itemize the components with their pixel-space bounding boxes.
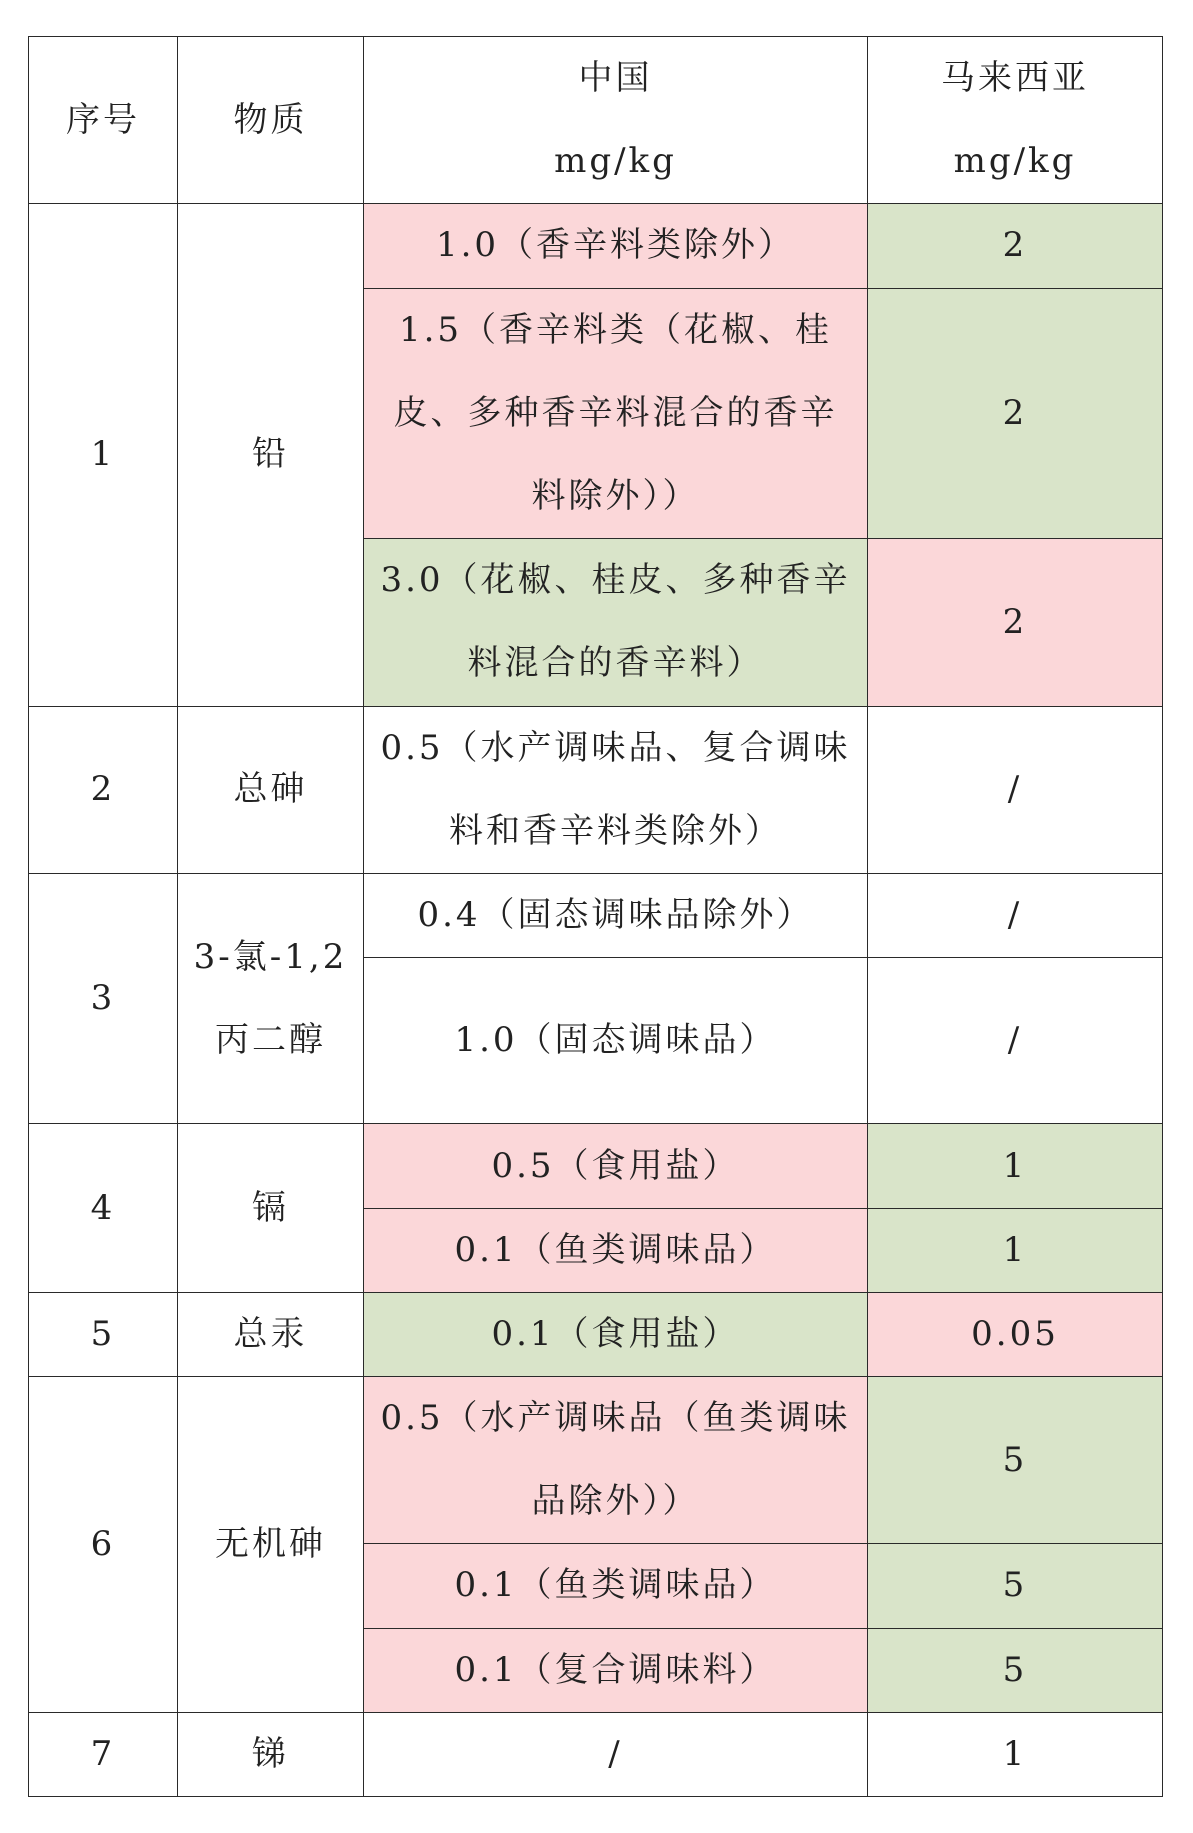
malaysia-limit-cell: 1 [868, 1712, 1163, 1796]
substance-cell: 镉 [178, 1124, 364, 1292]
header-row [29, 37, 1163, 204]
header-china [364, 37, 868, 204]
china-limit-cell: 0.5（水产调味品、复合调味料和香辛料类除外） [364, 706, 868, 873]
header-malaysia-label: 马来西亚 [941, 58, 1089, 99]
malaysia-limit-cell: 2 [868, 204, 1163, 288]
china-limit-cell: 1.0（香辛料类除外） [364, 204, 868, 288]
malaysia-limit-cell: / [868, 873, 1163, 957]
malaysia-limit-cell: 0.05 [868, 1292, 1163, 1376]
malaysia-limit-cell: / [868, 706, 1163, 873]
china-limit-cell: 0.5（水产调味品（鱼类调味品除外）） [364, 1377, 868, 1544]
header-substance [178, 37, 364, 204]
header-malaysia-unit: mg/kg [953, 141, 1077, 182]
limits-table [28, 36, 1163, 1797]
substance-cell: 3-氯-1,2丙二醇 [178, 873, 364, 1124]
malaysia-limit-cell: 5 [868, 1377, 1163, 1544]
china-limit-cell: 1.5（香辛料类（花椒、桂皮、多种香辛料混合的香辛料除外）） [364, 288, 868, 539]
index-cell: 7 [29, 1712, 178, 1796]
index-cell: 6 [29, 1377, 178, 1713]
china-limit-cell: 0.1（复合调味料） [364, 1628, 868, 1712]
substance-cell: 总砷 [178, 706, 364, 873]
header-substance-label: 物质 [233, 99, 308, 140]
header-china-label: 中国 [578, 58, 653, 99]
malaysia-limit-cell: 5 [868, 1544, 1163, 1628]
index-cell: 4 [29, 1124, 178, 1292]
china-limit-cell: 1.0（固态调味品） [364, 958, 868, 1124]
header-index [29, 37, 178, 204]
malaysia-limit-cell: 1 [868, 1124, 1163, 1208]
china-limit-cell: 0.5（食用盐） [364, 1124, 868, 1208]
table-row [29, 873, 1163, 957]
index-cell: 1 [29, 204, 178, 706]
index-cell: 5 [29, 1292, 178, 1376]
china-limit-cell: 0.1（鱼类调味品） [364, 1544, 868, 1628]
malaysia-limit-cell: 2 [868, 288, 1163, 539]
substance-cell: 锑 [178, 1712, 364, 1796]
malaysia-limit-cell: 1 [868, 1208, 1163, 1292]
table-row [29, 1712, 1163, 1796]
table-row [29, 1124, 1163, 1208]
index-cell: 3 [29, 873, 178, 1124]
header-malaysia [868, 37, 1163, 204]
china-limit-cell: 0.4（固态调味品除外） [364, 873, 868, 957]
table-row [29, 1377, 1163, 1544]
china-limit-cell: / [364, 1712, 868, 1796]
table-row [29, 706, 1163, 873]
substance-cell: 铅 [178, 204, 364, 706]
header-china-unit: mg/kg [554, 141, 677, 182]
table-body [29, 37, 1163, 1797]
index-cell: 2 [29, 706, 178, 873]
substance-cell: 无机砷 [178, 1377, 364, 1713]
malaysia-limit-cell: 2 [868, 539, 1163, 706]
substance-cell: 总汞 [178, 1292, 364, 1376]
malaysia-limit-cell: 5 [868, 1628, 1163, 1712]
china-limit-cell: 0.1（鱼类调味品） [364, 1208, 868, 1292]
table-row [29, 1292, 1163, 1376]
malaysia-limit-cell: / [868, 958, 1163, 1124]
table-row [29, 204, 1163, 288]
china-limit-cell: 0.1（食用盐） [364, 1292, 868, 1376]
china-limit-cell: 3.0（花椒、桂皮、多种香辛料混合的香辛料） [364, 539, 868, 706]
header-index-label: 序号 [66, 99, 140, 140]
